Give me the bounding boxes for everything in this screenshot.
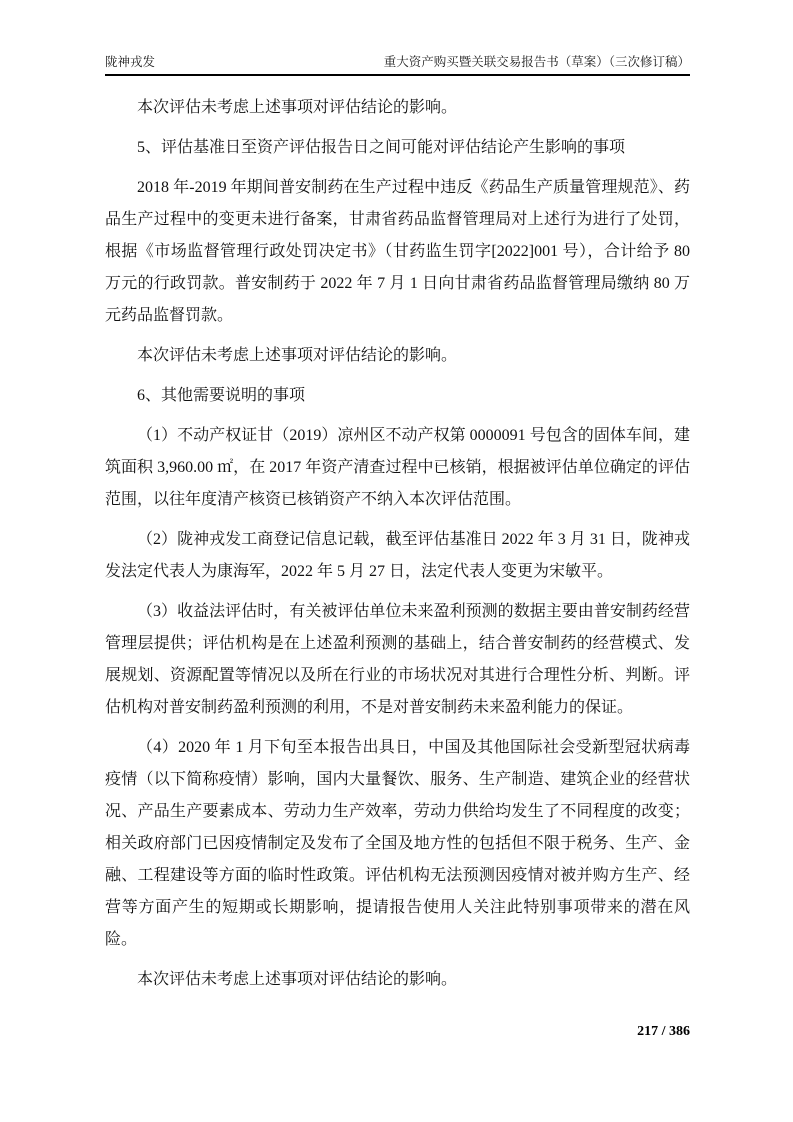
- paragraph: （2）陇神戎发工商登记信息记载，截至评估基准日 2022 年 3 月 31 日，陇神戎发法定代表人为康海军，2022 年 5 月 27 日，法定代表人变更为宋敏平。: [105, 531, 690, 580]
- section-heading: 6、其他需要说明的事项: [137, 387, 306, 404]
- header-report-title: 重大资产购买暨关联交易报告书（草案）（三次修订稿）: [383, 55, 690, 69]
- paragraph: （3）收益法评估时，有关被评估单位未来盈利预测的数据主要由普安制药经营管理层提供；评估机构是在上述盈利预测的基础上，结合普安制药的经营模式、发展规划、资源配置等情况以及所在行业的市场状况对其进行合理性分析、判断。评估机构对普安制药盈利预测的利用，不是对普安制药未来盈利能力的保证。: [105, 603, 690, 716]
- paragraph: （1）不动产权证甘（2019）凉州区不动产权第 0000091 号包含的固体车间，建筑面积 3,960.00 ㎡，在 2017 年资产清查过程中已核销，根据被评估单位确定的评估范围，以往年度清产核资已核销资产不纳入本次评估范围。: [105, 427, 690, 508]
- paragraph: 本次评估未考虑上述事项对评估结论的影响。: [137, 99, 458, 116]
- paragraph: 本次评估未考虑上述事项对评估结论的影响。: [137, 971, 458, 988]
- page-number: 217 / 386: [637, 1024, 690, 1039]
- section-heading: 5、评估基准日至资产评估报告日之间可能对评估结论产生影响的事项: [137, 139, 626, 156]
- paragraph: （4）2020 年 1 月下旬至本报告出具日，中国及其他国际社会受新型冠状病毒疫情（以下简称疫情）影响，国内大量餐饮、服务、生产制造、建筑企业的经营状况、产品生产要素成本、劳动力生产效率，劳动力供给均发生了不同程度的改变；相关政府部门已因疫情制定及发布了全国及地方性的包括但不限于税务、生产、金融、工程建设等方面的临时性政策。评估机构无法预测因疫情对被并购方生产、经营等方面产生的短期或长期影响，提请报告使用人关注此特别事项带来的潜在风险。: [105, 739, 690, 948]
- page-header: [105, 53, 690, 76]
- header-company-name: 陇神戎发: [105, 55, 156, 69]
- paragraph: 本次评估未考虑上述事项对评估结论的影响。: [137, 347, 458, 364]
- document-body: [105, 92, 690, 1004]
- paragraph: 2018 年-2019 年期间普安制药在生产过程中违反《药品生产质量管理规范》、药品生产过程中的变更未进行备案，甘肃省药品监督管理局对上述行为进行了处罚，根据《市场监督管理行政处罚决定书》（甘药监生罚字[2022]001 号），合计给予 80 万元的行政罚款。普安制药于 2022 年 7 月 1 日向甘肃省药品监督管理局缴纳 80 万元药品监督罚款。: [105, 179, 690, 324]
